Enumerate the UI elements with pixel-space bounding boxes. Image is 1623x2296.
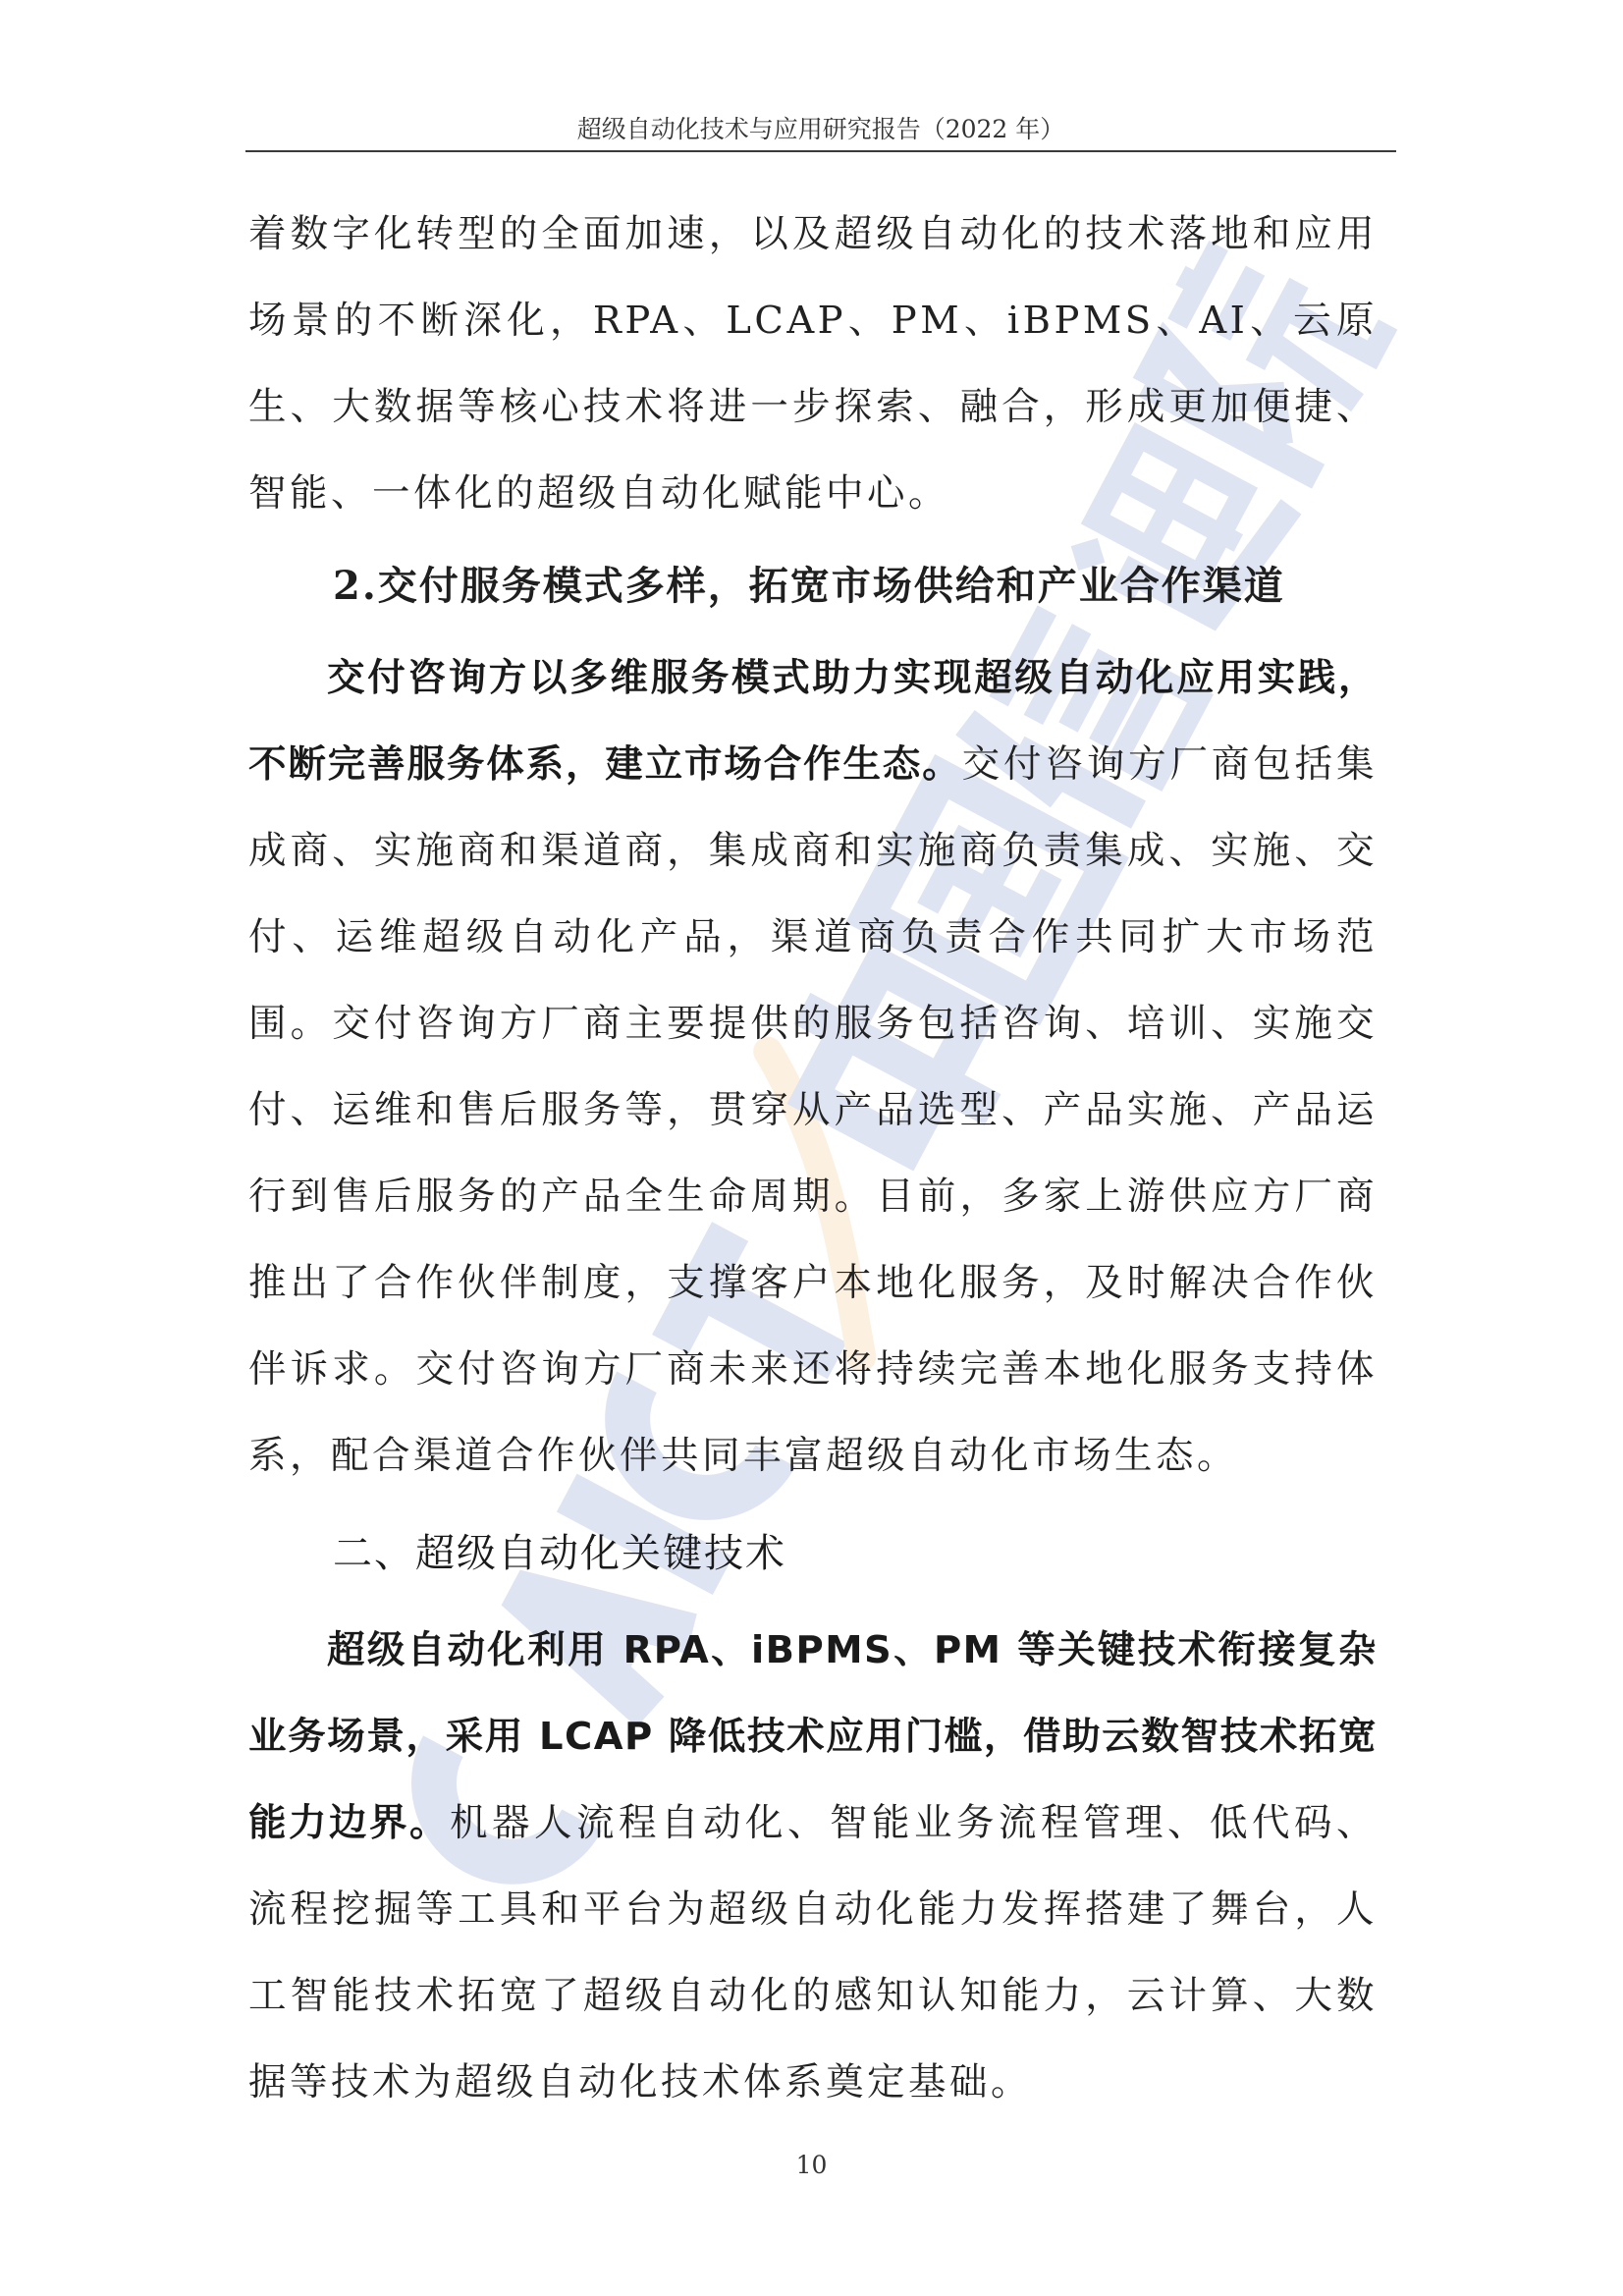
header-rule [245, 150, 1396, 152]
paragraph-key-technologies [248, 1608, 1378, 2126]
page-number: 10 [795, 2151, 828, 2179]
running-header: 超级自动化技术与应用研究报告（2022 年） [576, 115, 1065, 143]
paragraph-continued: 着数字化转型的全面加速，以及超级自动化的技术落地和应用场景的不断深化，RPA、LCAP、PM、iBPMS、AI、云原生、大数据等核心技术将进一步探索、融合，形成更加便捷、智能、一体化的超级自动化赋能中心。 [248, 212, 1378, 516]
subsection-heading: 2.交付服务模式多样，拓宽市场供给和产业合作渠道 [333, 563, 1285, 609]
paragraph-lead-sentence: 超级自动化利用 RPA、iBPMS、PM 等关键技术衔接复杂业务场景，采用 LCAP 降低技术应用门槛，借助云数智技术拓宽能力边界。 [248, 1628, 1378, 1845]
page-body [248, 191, 1378, 2126]
paragraph-body-text: 交付咨询方厂商包括集成商、实施商和渠道商，集成商和实施商负责集成、实施、交付、运维超级自动化产品，渠道商负责合作共同扩大市场范围。交付咨询方厂商主要提供的服务包括咨询、培训、实施交付、运维和售后服务等，贯穿从产品选型、产品实施、产品运行到售后服务的产品全生命周期。目前，多家上游供应方厂商推出了合作伙伴制度，支撑客户本地化服务，及时解决合作伙伴诉求。交付咨询方厂商未来还将持续完善本地化服务支持体系，配合渠道合作伙伴共同丰富超级自动化市场生态。 [248, 742, 1378, 1478]
section-heading: 二、超级自动化关键技术 [333, 1531, 786, 1576]
paragraph-body-text: 机器人流程自动化、智能业务流程管理、低代码、流程挖掘等工具和平台为超级自动化能力发挥搭建了舞台，人工智能技术拓宽了超级自动化的感知认知能力，云计算、大数据等技术为超级自动化技术体系奠定基础。 [248, 1801, 1378, 2105]
paragraph-delivery-services [248, 635, 1378, 1500]
paragraph-lead-sentence: 交付咨询方以多维服务模式助力实现超级自动化应用实践，不断完善服务体系，建立市场合作生态。 [248, 656, 1378, 787]
